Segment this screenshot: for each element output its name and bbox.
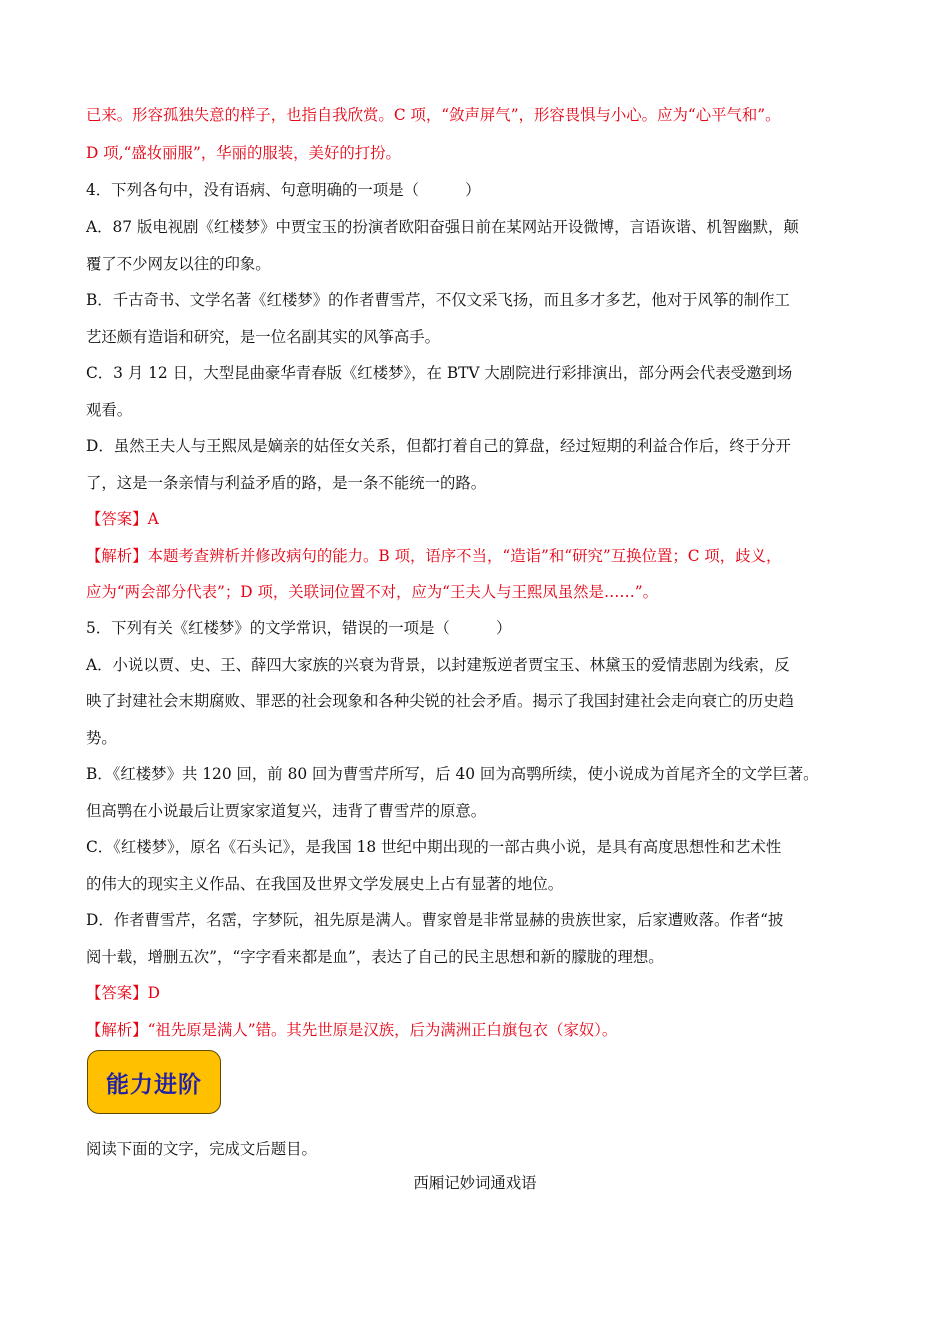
question-5-option-a: A．小说以贾、史、王、薛四大家族的兴衰为背景，以封建叛逆者贾宝玉、林黛玉的爱情悲剧为线索，反 bbox=[86, 656, 790, 674]
question-5-option-b: B．《红楼梦》共 120 回，前 80 回为曹雪芹所写，后 40 回为高鹗所续，使小说成为首尾齐全的文学巨著。 bbox=[86, 765, 819, 783]
question-5-answer: 【答案】D bbox=[86, 984, 160, 1002]
question-5-option-b-cont: 但高鹗在小说最后让贾家家道复兴，违背了曹雪芹的原意。 bbox=[86, 802, 487, 820]
article-title: 西厢记妙词通戏语 bbox=[413, 1174, 537, 1192]
question-4-explanation: 【解析】本题考查辨析并修改病句的能力。B 项，语序不当，“造诣”和“研究”互换位置；C 项，歧义， bbox=[86, 547, 782, 565]
question-5-option-c: C．《红楼梦》，原名《石头记》，是我国 18 世纪中期出现的一部古典小说，是具有高度思想性和艺术性 bbox=[86, 838, 782, 856]
question-5-option-a-cont: 映了封建社会末期腐败、罪恶的社会现象和各种尖锐的社会矛盾。揭示了我国封建社会走向衰亡的历史趋 bbox=[86, 692, 794, 710]
explanation-line: D 项,“盛妆丽服”，华丽的服装，美好的打扮。 bbox=[86, 144, 401, 162]
question-5-option-d: D．作者曹雪芹，名霑，字梦阮，祖先原是满人。曹家曾是非常显赫的贵族世家，后家遭败落。作者“披 bbox=[86, 911, 784, 929]
question-4-option-a: A．87 版电视剧《红楼梦》中贾宝玉的扮演者欧阳奋强日前在某网站开设微博，言语诙谐、机智幽默，颠 bbox=[86, 218, 799, 236]
question-4-option-b-cont: 艺还颇有造诣和研究，是一位名副其实的风筝高手。 bbox=[86, 328, 440, 346]
question-4-option-d-cont: 了，这是一条亲情与利益矛盾的路，是一条不能统一的路。 bbox=[86, 474, 487, 492]
question-4-option-c-cont: 观看。 bbox=[86, 401, 133, 419]
question-5-option-c-cont: 的伟大的现实主义作品、在我国及世界文学发展史上占有显著的地位。 bbox=[86, 875, 564, 893]
question-4-option-c: C．3 月 12 日，大型昆曲豪华青春版《红楼梦》，在 BTV 大剧院进行彩排演出，部分两会代表受邀到场 bbox=[86, 364, 793, 382]
question-4-option-b: B．千古奇书、文学名著《红楼梦》的作者曹雪芹，不仅文采飞扬，而且多才多艺，他对于风筝的制作工 bbox=[86, 291, 790, 309]
section-badge bbox=[87, 1050, 221, 1114]
question-4-option-d: D．虽然王夫人与王熙凤是嫡亲的姑侄女关系，但都打着自己的算盘，经过短期的利益合作后，终于分开 bbox=[86, 437, 791, 455]
question-4-explanation-cont: 应为“两会部分代表”；D 项，关联词位置不对，应为“王夫人与王熙凤虽然是……”。 bbox=[86, 583, 658, 601]
question-4-answer: 【答案】A bbox=[86, 510, 159, 528]
question-5-option-d-cont: 阅十载，增删五次”，“字字看来都是血”，表达了自己的民主思想和新的朦胧的理想。 bbox=[86, 948, 664, 966]
question-4-stem: 4．下列各句中，没有语病、句意明确的一项是（ ） bbox=[86, 181, 481, 199]
question-5-explanation: 【解析】“祖先原是满人”错。其先世原是汉族，后为满洲正白旗包衣（家奴）。 bbox=[86, 1021, 618, 1039]
question-5-option-a-cont: 势。 bbox=[86, 729, 117, 747]
question-5-stem: 5．下列有关《红楼梦》的文学常识，错误的一项是（ ） bbox=[86, 619, 512, 637]
question-4-option-a-cont: 覆了不少网友以往的印象。 bbox=[86, 255, 271, 273]
section-badge-label: 能力进阶 bbox=[106, 1071, 202, 1098]
reading-instruction: 阅读下面的文字，完成文后题目。 bbox=[86, 1140, 317, 1158]
explanation-line: 已来。形容孤独失意的样子，也指自我欣赏。C 项，“敛声屏气”，形容畏惧与小心。应为“心平气和”。 bbox=[86, 106, 781, 124]
